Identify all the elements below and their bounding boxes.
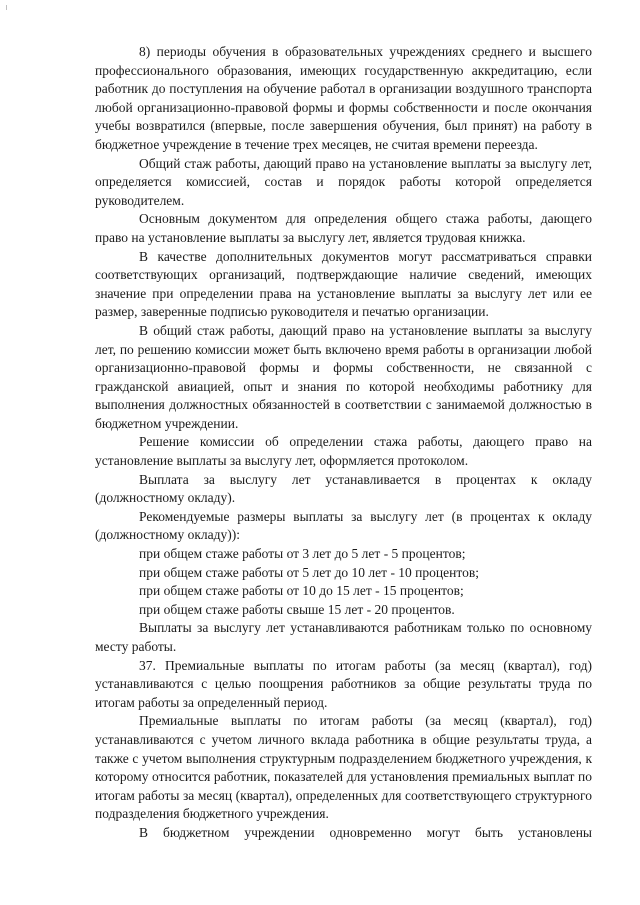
paragraph-other-organizations: В общий стаж работы, дающий право на установление выплаты за выслугу лет, по решению комиссии может быть включено время работы в организации любой организационно-правовой формы и формы собственности, не связанной с гражданской авиацией, опыт и знания по которой необходимы работнику для выполнения должностных обязанностей в соответствии с занимаемой должностью в бюджетном учреждении. xyxy=(95,322,592,431)
document-page xyxy=(95,43,592,843)
corner-scan-mark xyxy=(6,5,11,10)
list-item: при общем стаже работы от 5 лет до 10 лет - 10 процентов; xyxy=(139,564,479,580)
paragraph-simultaneous: В бюджетном учреждении одновременно могут быть установлены xyxy=(139,824,592,840)
list-item: при общем стаже работы от 3 лет до 5 лет - 5 процентов; xyxy=(139,546,466,562)
paragraph-additional-documents: В качестве дополнительных документов могут рассматриваться справки соответствующих организаций, подтверждающие наличие сведений, имеющих значение при определении права на установление выплаты за выслугу лет или ее размер, заверенные подписью руководителя и печатью организации. xyxy=(95,248,592,320)
paragraph-recommended-sizes: Рекомендуемые размеры выплаты за выслугу лет (в процентах к окладу (должностному окладу)): xyxy=(95,508,592,543)
paragraph-commission: Общий стаж работы, дающий право на установление выплаты за выслугу лет, определяется комиссией, состав и порядок работы которой определяется руководителем. xyxy=(95,155,592,208)
paragraph-commission-decision: Решение комиссии об определении стажа работы, дающего право на установление выплаты за выслугу лет, оформляется протоколом. xyxy=(95,434,592,469)
paragraph-bonus-contribution: Премиальные выплаты по итогам работы (за месяц (квартал), год) устанавливаются с учетом личного вклада работника в общие результаты труда, а также с учетом выполнения структурным подразделением бюджетного учреждения, к которому относится работник, показателей для установления премиальных выплат по итогам работы за месяц (квартал), определенных для соответствующего структурного подразделения бюджетного учреждения. xyxy=(95,713,592,822)
paragraph-37-bonus: 37. Премиальные выплаты по итогам работы (за месяц (квартал), год) устанавливаются с целью поощрения работников за общие результаты труда по итогам работы за определенный период. xyxy=(95,657,592,710)
paragraph-work-book: Основным документом для определения общего стажа работы, дающего право на установление выплаты за выслугу лет, является трудовая книжка. xyxy=(95,211,592,245)
list-item: при общем стаже работы от 10 до 15 лет - 15 процентов; xyxy=(139,583,464,599)
paragraph-main-workplace: Выплаты за выслугу лет устанавливаются работникам только по основному месту работы. xyxy=(95,620,592,654)
paragraph-study-periods: 8) периоды обучения в образовательных учреждениях среднего и высшего профессионального образования, имеющих государственную аккредитацию, если работник до поступления на обучение работал в организации воздушного транспорта любой организационно-правовой формы и формы собственности и после окончания учебы возвратился (впервые, после завершения обучения, был принят) на работу в бюджетное учреждение в течение трех месяцев, не считая времени переезда. xyxy=(95,44,592,152)
list-item: при общем стаже работы свыше 15 лет - 20 процентов. xyxy=(139,601,455,617)
paragraph-payment-percent: Выплата за выслугу лет устанавливается в процентах к окладу (должностному окладу). xyxy=(95,471,592,506)
